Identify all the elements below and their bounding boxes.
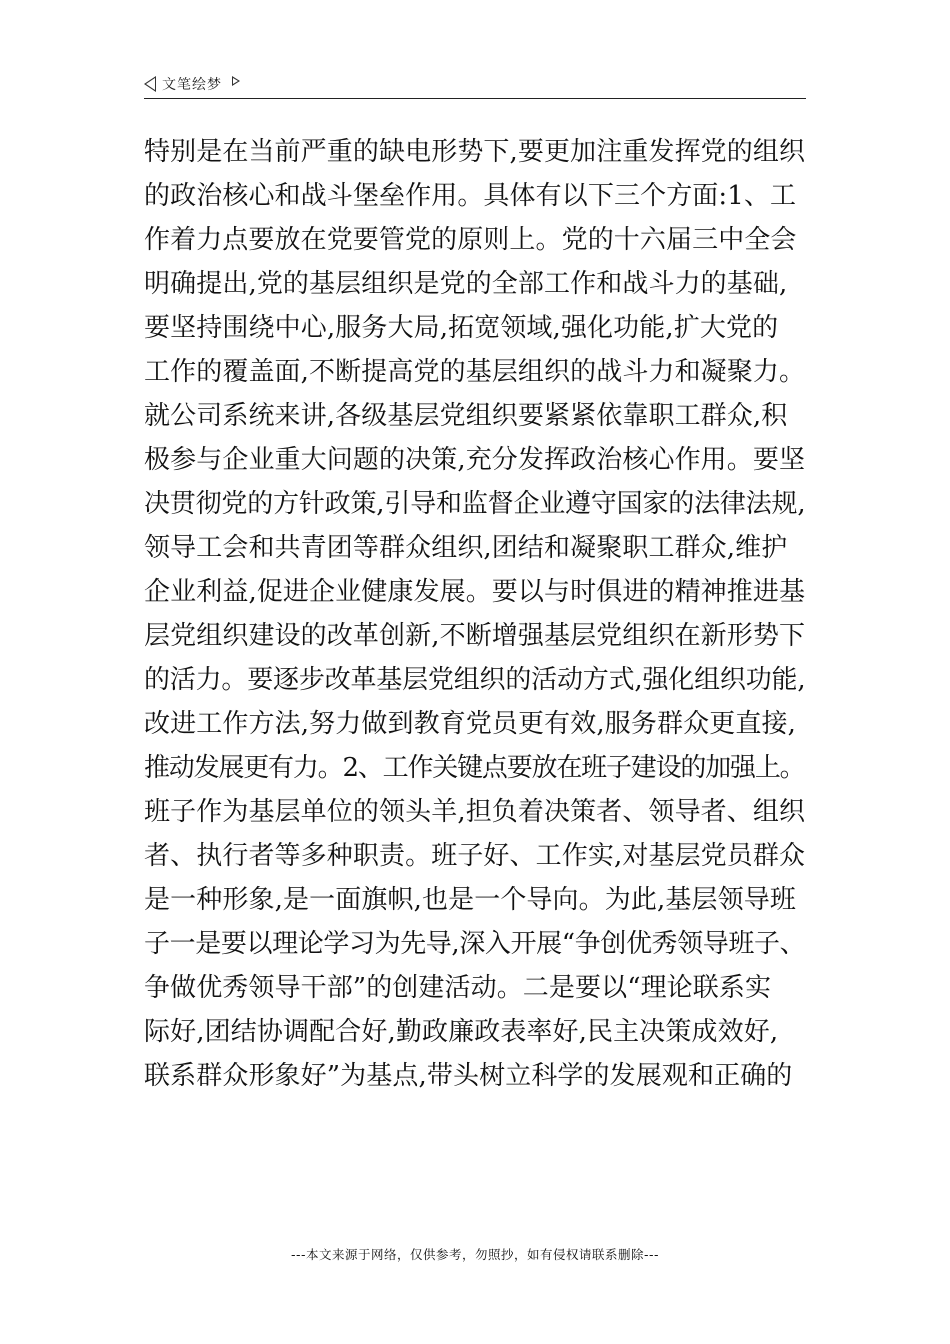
- triangle-left-icon: [144, 76, 156, 92]
- header-brand: 文笔绘梦: [162, 77, 222, 93]
- body-line: 推动发展更有力。2、工作关键点要放在班子建设的加强上。: [144, 753, 805, 783]
- body-line: 层党组织建设的改革创新,不断增强基层党组织在新形势下: [144, 621, 806, 651]
- body-line: 决贯彻党的方针政策,引导和监督企业遵守国家的法律法规,: [144, 489, 806, 519]
- body-line: 争做优秀领导干部”的创建活动。二是要以“理论联系实: [144, 973, 772, 1003]
- body-line: 联系群众形象好”为基点,带头树立科学的发展观和正确的: [144, 1061, 793, 1091]
- body-line: 的活力。要逐步改革基层党组织的活动方式,强化组织功能,: [144, 665, 806, 695]
- body-line: 班子作为基层单位的领头羊,担负着决策者、领导者、组织: [144, 797, 806, 827]
- body-line: 的政治核心和战斗堡垒作用。具体有以下三个方面:1、工: [144, 181, 797, 211]
- body-line: 企业利益,促进企业健康发展。要以与时俱进的精神推进基: [144, 577, 806, 607]
- body-line: 极参与企业重大问题的决策,充分发挥政治核心作用。要坚: [144, 445, 806, 475]
- triangle-right-icon: [232, 76, 240, 86]
- body-line: 要坚持围绕中心,服务大局,拓宽领域,强化功能,扩大党的: [144, 313, 779, 343]
- body-line: 作着力点要放在党要管党的原则上。党的十六届三中全会: [144, 225, 797, 255]
- document-body: [144, 130, 812, 1098]
- footer-notice: ---本文来源于网络，仅供参考，勿照抄，如有侵权请联系删除---: [290, 1247, 660, 1262]
- body-line: 明确提出,党的基层组织是党的全部工作和战斗力的基础,: [144, 269, 788, 299]
- header-brand-group: [144, 74, 240, 94]
- body-line: 者、执行者等多种职责。班子好、工作实,对基层党员群众: [144, 841, 806, 871]
- body-line: 就公司系统来讲,各级基层党组织要紧紧依靠职工群众,积: [144, 401, 788, 431]
- body-line: 领导工会和共青团等群众组织,团结和凝聚职工群众,维护: [144, 533, 788, 563]
- page-header: [144, 72, 806, 99]
- body-line: 际好,团结协调配合好,勤政廉政表率好,民主决策成效好,: [144, 1017, 779, 1047]
- body-line: 特别是在当前严重的缺电形势下,要更加注重发挥党的组织: [144, 137, 806, 167]
- body-line: 改进工作方法,努力做到教育党员更有效,服务群众更直接,: [144, 709, 797, 739]
- body-line: 是一种形象,是一面旗帜,也是一个导向。为此,基层领导班: [144, 885, 797, 915]
- body-line: 工作的覆盖面,不断提高党的基层组织的战斗力和凝聚力。: [144, 357, 806, 387]
- body-line: 子一是要以理论学习为先导,深入开展“争创优秀领导班子、: [144, 929, 806, 959]
